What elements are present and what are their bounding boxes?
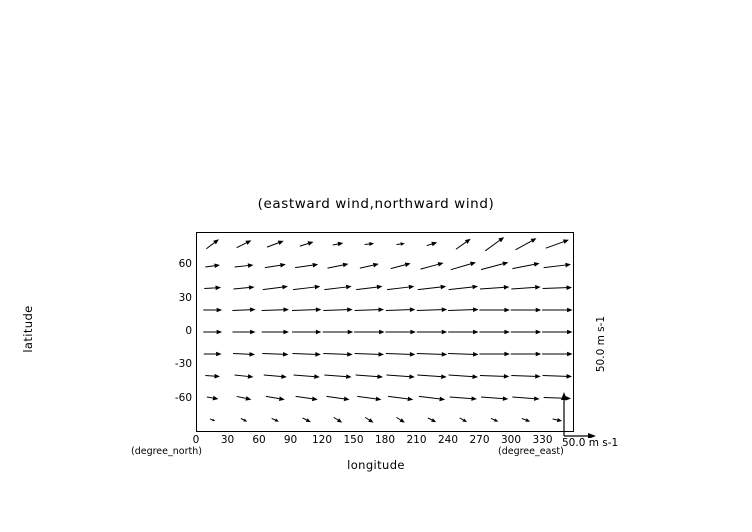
x-tick-label: 210 [406,434,427,446]
x-tick-label: 270 [469,434,490,446]
x-tick-label: 180 [374,434,396,446]
x-tick-label: 0 [192,434,200,446]
x-tick-label: 150 [343,434,364,446]
vector-key-arrows [556,392,596,438]
x-tick-label: 120 [311,434,333,446]
x-axis-label: longitude [347,458,405,472]
y-tick-label: 0 [185,325,192,337]
y-tick-label: 30 [178,291,192,304]
x-tick-label: 30 [220,434,235,446]
vector-key-label-vertical: 50.0 m s-1 [595,315,607,373]
y-tick-label: -60 [174,391,192,404]
chart-title: (eastward wind,northward wind) [257,196,495,212]
x-tick-label: 330 [532,434,553,446]
vector-field [197,233,573,431]
plot-area [196,232,574,432]
vector-key-label-horizontal: 50.0 m s-1 [562,437,619,449]
y-axis-label: latitude [21,305,35,353]
y-tick-label: 60 [178,258,192,271]
x-tick-label: 60 [252,434,266,446]
y-tick-label: -30 [174,358,192,371]
x-tick-label: 240 [437,434,459,446]
x-axis-units: (degree_east) [498,446,564,457]
y-axis-units: (degree_north) [131,446,202,457]
x-tick-label: 300 [500,434,522,446]
x-tick-label: 90 [283,434,298,446]
